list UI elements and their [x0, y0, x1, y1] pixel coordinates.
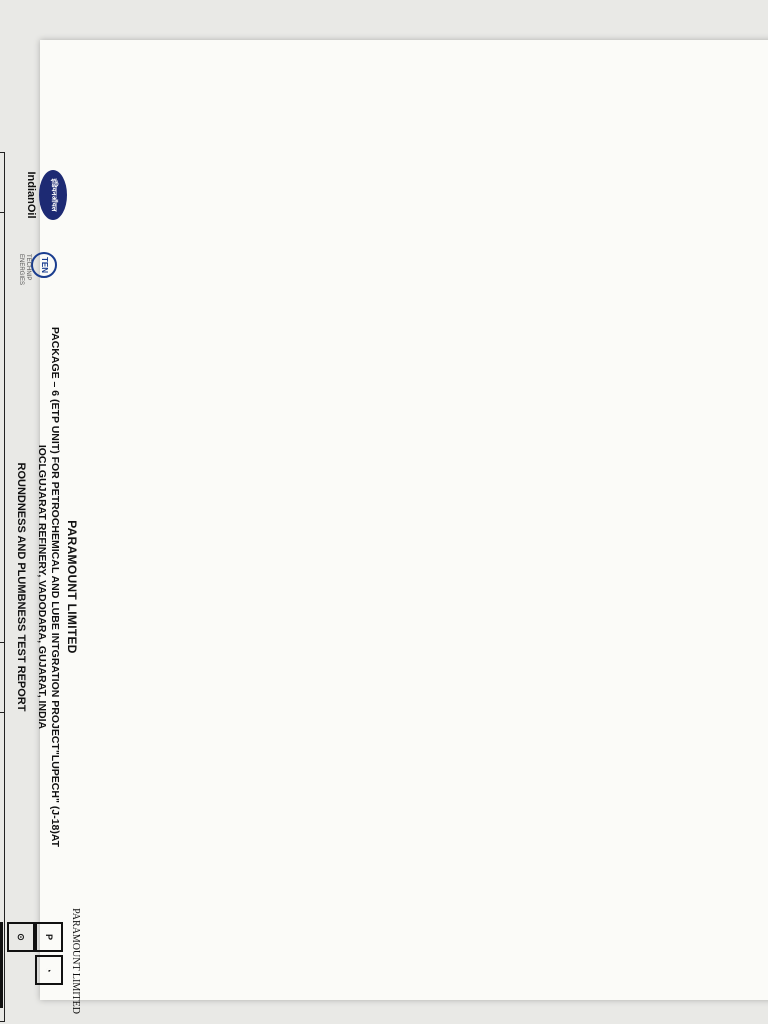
technip-mark: TEN	[31, 252, 57, 278]
job-value	[0, 213, 5, 643]
paramount-logo-mark-2: ◔	[35, 955, 63, 985]
project-line-1: PACKAGE – 6 (ETP UNIT) FOR PETROCHEMICAL AND LUBE INTGRATION PROJECT"LUPECH" (J-18)AT	[49, 326, 61, 848]
report-sheet	[0, 152, 85, 1022]
project-line-2: IOCLGUJARAT REFINERY, VADODARA, GUJARAT, INDIA	[36, 444, 48, 730]
paramount-logo-mark-3: ⊙	[7, 922, 35, 952]
paramount-logo	[13, 922, 63, 1012]
report-no-label	[0, 643, 5, 713]
indianoil-logo	[25, 158, 67, 232]
company-name-right: PARAMOUNT LIMITED	[70, 908, 81, 1014]
indianoil-badge: इंडियनऑयल	[39, 170, 67, 220]
company-name: PARAMOUNT LIMITED	[65, 520, 79, 654]
project-title	[35, 272, 61, 902]
technip-text: TECHNIP ENERGIES	[18, 254, 31, 286]
report-title: ROUNDNESS AND PLUMBNESS TEST REPORT	[15, 462, 27, 712]
paramount-logo-bar	[0, 922, 3, 1008]
indianoil-name: IndianOil	[25, 171, 37, 219]
job-label	[0, 153, 5, 213]
report-header	[5, 152, 85, 1022]
paramount-logo-mark-1: P	[35, 922, 63, 952]
document-page	[15, 40, 768, 1014]
